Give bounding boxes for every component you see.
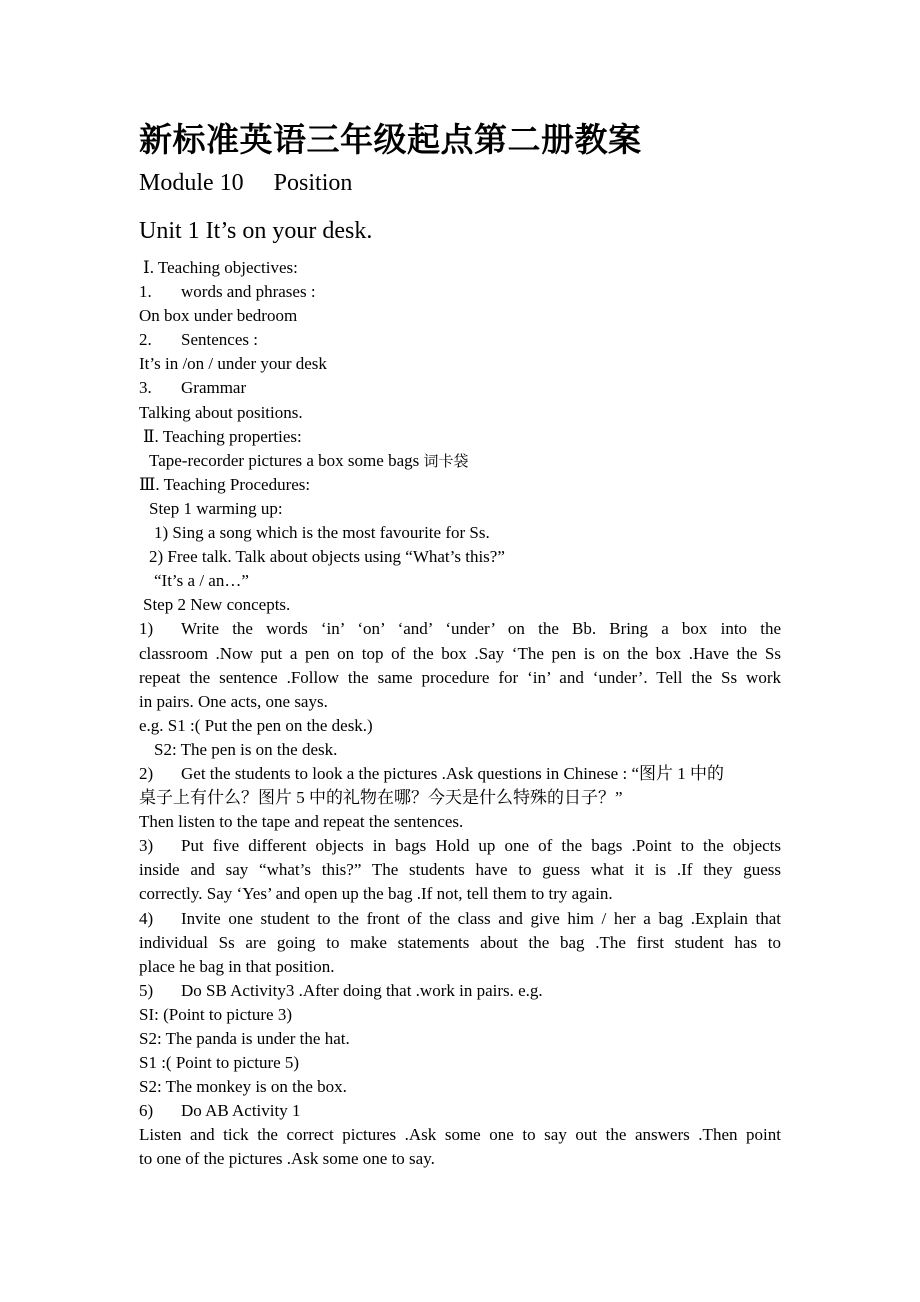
step-item: 2) Free talk. Talk about objects using “What’s this?”	[149, 547, 505, 567]
module-topic: Position	[273, 170, 353, 196]
procedure-paragraph-3: 3) Put five different objects in bags Hold up one of the bags .Point to the objects inside and say “what’s this?” The students have to guess what it is .If they guess correctly. Say ‘Yes’ and open up the bag .If not, tell them to try again.	[139, 836, 781, 904]
module-label: Module 10	[139, 170, 244, 196]
procedure-paragraph-6: 6) Do AB Activity 1 Listen and tick the correct pictures .Ask some one to say out the answers .Then point to one of the pictures .Ask some one to say.	[139, 1101, 781, 1169]
step-heading: Step 2 New concepts.	[143, 595, 291, 615]
example-line: SI: (Point to picture 3)	[139, 1004, 292, 1024]
objective-item: 2. Sentences :	[139, 330, 258, 350]
properties-text: Tape-recorder pictures a box some bags 词卡袋	[149, 450, 469, 470]
objective-item: 1. words and phrases :	[139, 282, 316, 302]
section-heading-procedures: Ⅲ. Teaching Procedures:	[139, 474, 311, 494]
example-line: e.g. S1 :( Put the pen on the desk.)	[139, 715, 373, 735]
section-heading-properties: Ⅱ. Teaching properties:	[143, 426, 302, 446]
procedure-paragraph-1: 1) Write the words ‘in’ ‘on’ ‘and’ ‘under’ on the Bb. Bring a box into the classroom .Now put a pen on top of the box .Say ‘The pen is on the box .Have the Ss repeat the sentence .Follow the same procedure for ‘in’ and ‘under’. Tell the Ss work in pairs. One acts, one says. e.g. S1 :( Put the pen on the desk.) S2: The pen is on the desk.	[139, 617, 781, 762]
objective-text: Talking about positions.	[139, 402, 303, 422]
procedure-paragraph-2: 2) Get the students to look a the pictures .Ask questions in Chinese : “图片 1 中的 桌子上有什么？图片 5 中的礼物在哪？今天是什么特殊的日子？” Then listen to the tape and repeat the sentences.	[139, 763, 724, 832]
example-line: S2: The monkey is on the box.	[139, 1077, 347, 1097]
procedure-paragraph-5: 5) Do SB Activity3 .After doing that .work in pairs. e.g. SI: (Point to picture 3) S2: The panda is under the hat. S1 :( Point to picture 5) S2: The monkey is on the box.	[139, 979, 781, 1099]
document-title: 新标准英语三年级起点第二册教案	[139, 120, 642, 159]
objective-item: 3. Grammar	[139, 378, 247, 398]
step-item: 1) Sing a song which is the most favourite for Ss.	[154, 523, 490, 543]
section-heading-objectives: Ⅰ. Teaching objectives:	[143, 258, 298, 277]
step-item-continued: “It’s a / an…”	[154, 571, 249, 591]
example-line: S2: The pen is on the desk.	[154, 739, 338, 759]
objective-text: It’s in /on / under your desk	[139, 354, 327, 374]
example-line: S2: The panda is under the hat.	[139, 1029, 350, 1048]
step-heading: Step 1 warming up:	[149, 498, 283, 518]
module-heading	[139, 170, 352, 197]
unit-heading: Unit 1 It’s on your desk.	[139, 218, 373, 244]
procedure-paragraph-4: 4) Invite one student to the front of the class and give him / her a bag .Explain that individual Ss are going to make statements about the bag .The first student has to place he bag in that position.	[139, 908, 781, 976]
objective-text: On box under bedroom	[139, 306, 298, 326]
document-body	[139, 256, 781, 1172]
example-line: S1 :( Point to picture 5)	[139, 1053, 300, 1073]
